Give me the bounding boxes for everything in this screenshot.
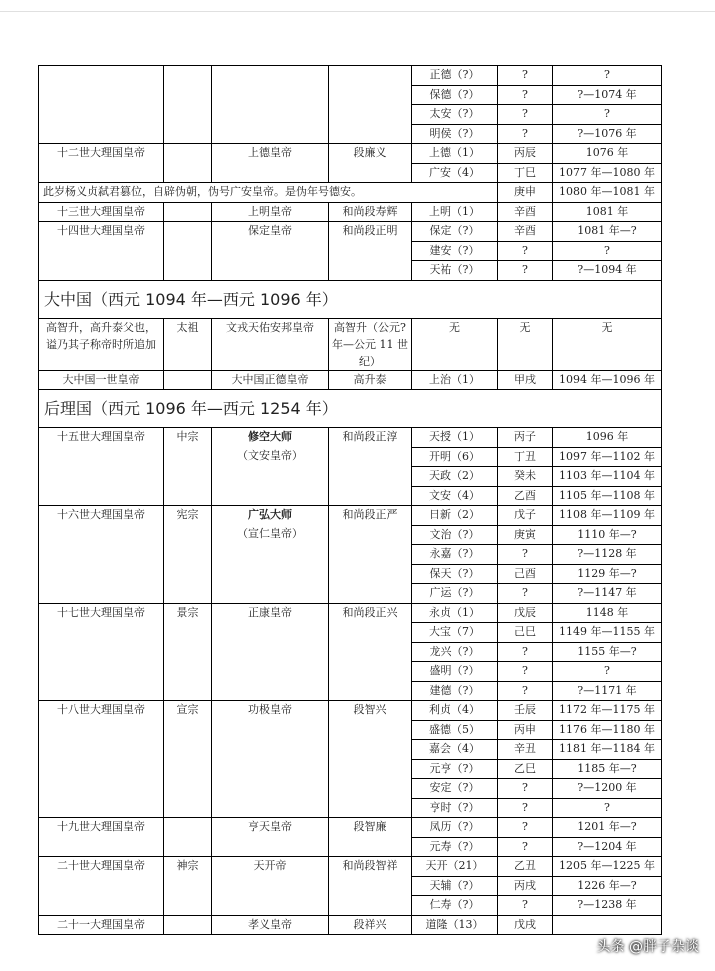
year-cell: ? [553,662,662,682]
temple-cell: 太祖 [164,318,212,370]
era-cell: 大宝（7） [412,623,498,643]
table-row [39,183,662,203]
era-cell: 安定（?） [412,779,498,799]
year-cell: ? [553,798,662,818]
year-cell: ?—1094 年 [553,261,662,281]
note-cell: 此岁杨义贞弑君篡位，自辟伪朝，伪号广安皇帝。是伪年号德安。 [39,183,498,203]
ganzhi-cell: 丁巳 [498,163,553,183]
year-cell: ?—1074 年 [553,85,662,105]
title-cell: 正康皇帝 [212,603,329,701]
era-cell: 广安（4） [412,163,498,183]
era-cell: 仁寿（?） [412,896,498,916]
year-cell: ?—1204 年 [553,837,662,857]
year-cell: 1129 年—? [553,564,662,584]
year-cell: 1176 年—1180 年 [553,720,662,740]
name-cell: 和尚段正明 [329,222,412,281]
ganzhi-cell: 辛丑 [498,740,553,760]
generation-cell: 十三世大理国皇帝 [39,202,164,222]
year-cell: ? [553,241,662,261]
era-cell: 正德（?） [412,66,498,86]
name-cell: 段廉义 [329,144,412,183]
section-heading-houli: 后理国（西元 1096 年—西元 1254 年） [39,390,662,428]
year-cell: 1103 年—1104 年 [553,467,662,487]
ganzhi-cell: 丙申 [498,720,553,740]
era-cell: 道隆（13） [412,915,498,935]
era-cell: 保天（?） [412,564,498,584]
era-cell: 上德（1） [412,144,498,164]
table-row [39,202,662,222]
name-cell: 高智升（公元?年—公元 11 世纪） [329,318,412,370]
table-row [39,506,662,526]
ganzhi-cell: 丙辰 [498,144,553,164]
ganzhi-cell: ? [498,545,553,565]
table-row [39,318,662,370]
era-cell: 天授（1） [412,428,498,448]
source-watermark: 头条 @胖子杂谈 [596,939,699,955]
ganzhi-cell: ? [498,662,553,682]
name-cell: 和尚段智祥 [329,857,412,916]
temple-cell [164,222,212,281]
ganzhi-cell: 癸未 [498,467,553,487]
title-sub: （文安皇帝） [237,448,303,462]
title-cell [212,66,329,144]
year-cell: 1077 年—1080 年 [553,163,662,183]
name-cell: 和尚段正淳 [329,428,412,506]
era-cell: 龙兴（?） [412,642,498,662]
name-cell: 和尚段寿辉 [329,202,412,222]
year-cell: ?—1171 年 [553,681,662,701]
generation-cell: 大中国一世皇帝 [39,370,164,390]
year-cell: 1080 年—1081 年 [553,183,662,203]
title-cell: 文戎天佑安邦皇帝 [212,318,329,370]
table-row [39,857,662,877]
ganzhi-cell: ? [498,818,553,838]
year-cell: 1201 年—? [553,818,662,838]
era-cell: 明侯（?） [412,124,498,144]
title-cell: 上德皇帝 [212,144,329,183]
name-cell: 段智兴 [329,701,412,818]
year-cell: ?—1147 年 [553,584,662,604]
era-cell: 元亨（?） [412,759,498,779]
table-row [39,144,662,164]
era-cell: 上明（1） [412,202,498,222]
temple-cell: 宪宗 [164,506,212,604]
generation-cell: 十二世大理国皇帝 [39,144,164,183]
temple-cell: 宣宗 [164,701,212,818]
ganzhi-cell: 丙子 [498,428,553,448]
year-cell: 1108 年—1109 年 [553,506,662,526]
ganzhi-cell: 庚寅 [498,525,553,545]
temple-cell: 景宗 [164,603,212,701]
ganzhi-cell: ? [498,896,553,916]
table-row [39,428,662,448]
ganzhi-cell: ? [498,681,553,701]
ganzhi-cell: ? [498,124,553,144]
ganzhi-cell: 戊子 [498,506,553,526]
year-cell: 1094 年—1096 年 [553,370,662,390]
table-row [39,701,662,721]
year-cell: 1205 年—1225 年 [553,857,662,877]
era-cell: 凤历（?） [412,818,498,838]
generation-cell: 二十世大理国皇帝 [39,857,164,916]
temple-cell [164,66,212,144]
year-cell: 无 [553,318,662,370]
era-cell: 元寿（?） [412,837,498,857]
year-cell: 1110 年—? [553,525,662,545]
era-cell: 保德（?） [412,85,498,105]
era-cell: 无 [412,318,498,370]
year-cell: ?—1128 年 [553,545,662,565]
title-cell [212,506,329,604]
era-cell: 盛明（?） [412,662,498,682]
title-cell: 大中国正德皇帝 [212,370,329,390]
generation-cell: 十八世大理国皇帝 [39,701,164,818]
name-cell: 高升泰 [329,370,412,390]
era-cell: 开明（6） [412,447,498,467]
year-cell: ?—1076 年 [553,124,662,144]
title-cell [212,428,329,506]
era-cell: 建德（?） [412,681,498,701]
ganzhi-cell: 乙酉 [498,486,553,506]
temple-cell: 神宗 [164,857,212,916]
year-cell: 1181 年—1184 年 [553,740,662,760]
ganzhi-cell: ? [498,584,553,604]
year-cell: 1097 年—1102 年 [553,447,662,467]
generation-cell: 十七世大理国皇帝 [39,603,164,701]
era-cell: 上治（1） [412,370,498,390]
year-cell: ?—1200 年 [553,779,662,799]
year-cell: 1172 年—1175 年 [553,701,662,721]
table-row [39,222,662,242]
generation-cell: 十五世大理国皇帝 [39,428,164,506]
ganzhi-cell: 庚申 [498,183,553,203]
ganzhi-cell: ? [498,779,553,799]
year-cell: 1105 年—1108 年 [553,486,662,506]
top-divider [0,11,715,12]
section-row [39,280,662,318]
ganzhi-cell: 无 [498,318,553,370]
generation-cell [39,66,164,144]
name-cell [329,66,412,144]
generation-cell: 十四世大理国皇帝 [39,222,164,281]
temple-cell [164,370,212,390]
emperor-table [38,65,662,935]
name-cell: 和尚段正严 [329,506,412,604]
year-cell: 1081 年—? [553,222,662,242]
temple-cell [164,202,212,222]
ganzhi-cell: ? [498,261,553,281]
ganzhi-cell: 戊辰 [498,603,553,623]
ganzhi-cell: 己巳 [498,623,553,643]
era-cell: 广运（?） [412,584,498,604]
ganzhi-cell: 戊戌 [498,915,553,935]
title-cell: 功极皇帝 [212,701,329,818]
era-cell: 保定（?） [412,222,498,242]
year-cell: 1096 年 [553,428,662,448]
era-cell: 永嘉（?） [412,545,498,565]
temple-cell [164,915,212,935]
era-cell: 建安（?） [412,241,498,261]
ganzhi-cell: ? [498,241,553,261]
era-cell: 文安（4） [412,486,498,506]
title-cell: 上明皇帝 [212,202,329,222]
ganzhi-cell: 丙戌 [498,876,553,896]
year-cell: 1149 年—1155 年 [553,623,662,643]
ganzhi-cell: ? [498,66,553,86]
temple-cell [164,144,212,183]
year-cell: 1076 年 [553,144,662,164]
year-cell: ?—1238 年 [553,896,662,916]
ganzhi-cell: 辛酉 [498,202,553,222]
ganzhi-cell: 乙丑 [498,857,553,877]
ganzhi-cell: 辛酉 [498,222,553,242]
table-row [39,818,662,838]
table-row [39,370,662,390]
section-row [39,390,662,428]
ganzhi-cell: ? [498,105,553,125]
year-cell [553,915,662,935]
year-cell: ? [553,66,662,86]
name-cell: 段祥兴 [329,915,412,935]
title-cell: 保定皇帝 [212,222,329,281]
temple-cell [164,818,212,857]
table-row [39,66,662,86]
ganzhi-cell: 己酉 [498,564,553,584]
title-main: 广弘大师 [248,508,292,521]
year-cell: 1155 年—? [553,642,662,662]
table-row [39,603,662,623]
year-cell: 1148 年 [553,603,662,623]
temple-cell: 中宗 [164,428,212,506]
name-cell: 和尚段正兴 [329,603,412,701]
title-main: 修空大师 [248,430,292,443]
year-cell: 1185 年—? [553,759,662,779]
era-cell: 天辅（?） [412,876,498,896]
name-cell: 段智廉 [329,818,412,857]
title-cell: 天开帝 [212,857,329,916]
generation-cell: 二十一大理国皇帝 [39,915,164,935]
year-cell: 1226 年—? [553,876,662,896]
era-cell: 利贞（4） [412,701,498,721]
ganzhi-cell: 丁丑 [498,447,553,467]
era-cell: 亨时（?） [412,798,498,818]
title-sub: （宣仁皇帝） [237,526,303,540]
era-cell: 天政（2） [412,467,498,487]
era-cell: 嘉会（4） [412,740,498,760]
section-heading-dazhong: 大中国（西元 1094 年—西元 1096 年） [39,280,662,318]
ganzhi-cell: ? [498,642,553,662]
era-cell: 文治（?） [412,525,498,545]
era-cell: 盛德（5） [412,720,498,740]
era-cell: 天祐（?） [412,261,498,281]
ganzhi-cell: 乙巳 [498,759,553,779]
ganzhi-cell: 甲戌 [498,370,553,390]
generation-cell: 十九世大理国皇帝 [39,818,164,857]
ganzhi-cell: ? [498,837,553,857]
era-cell: 太安（?） [412,105,498,125]
table-row [39,915,662,935]
year-cell: 1081 年 [553,202,662,222]
generation-cell: 高智升，高升泰父也，谥乃其子称帝时所追加 [39,318,164,370]
ganzhi-cell: ? [498,85,553,105]
ganzhi-cell: 壬辰 [498,701,553,721]
title-cell: 孝义皇帝 [212,915,329,935]
era-cell: 日新（2） [412,506,498,526]
generation-cell: 十六世大理国皇帝 [39,506,164,604]
era-cell: 天开（21） [412,857,498,877]
title-cell: 亨天皇帝 [212,818,329,857]
era-cell: 永贞（1） [412,603,498,623]
year-cell: ? [553,105,662,125]
ganzhi-cell: ? [498,798,553,818]
